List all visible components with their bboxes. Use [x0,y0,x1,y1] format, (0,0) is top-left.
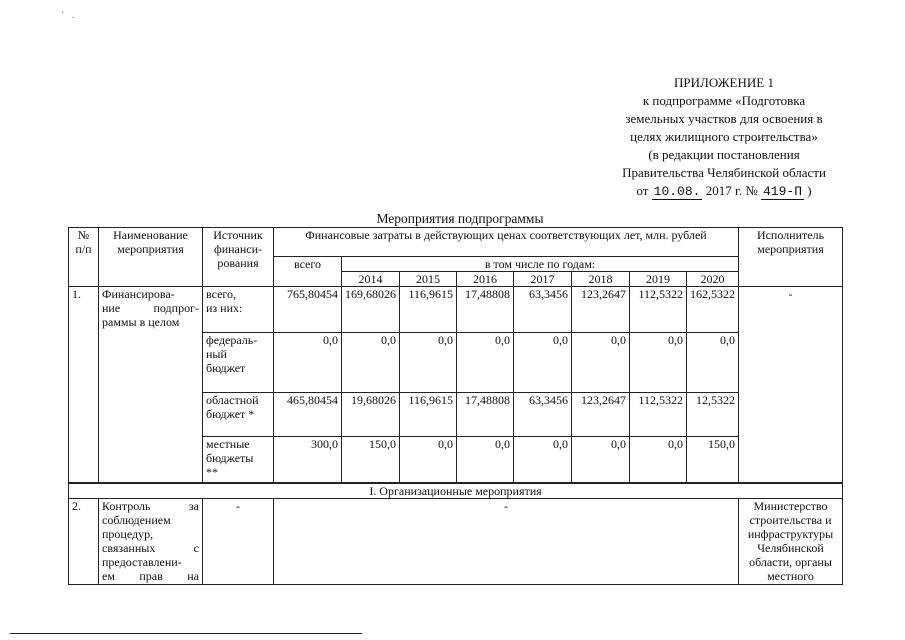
row2-name-line: ем прав на [102,569,199,583]
header-year: 2017 [514,272,572,287]
source-regional-label [203,393,274,437]
row2-name [99,499,203,585]
cell-value: 17,48808 [457,393,514,437]
cell-value: 0,0 [687,333,739,393]
year-text: 2017 г. № [705,183,758,198]
header-year: 2018 [572,272,630,287]
cell-value: 0,0 [457,437,514,483]
cell-value: 19,68026 [342,393,400,437]
row1-name-line: Финансирова- [102,287,175,301]
row2-executor-line: области, органы [749,555,832,569]
row2-source: - [203,499,274,585]
row2-executor-line: местного [767,569,814,583]
measures-table [68,227,843,585]
header-num: № п/п [69,228,99,287]
row2-executor-line: Челябинской [757,541,824,555]
appendix-line: Правительства Челябинской области [622,165,826,180]
source-label-line: местные [206,437,250,451]
appendix-title: ПРИЛОЖЕНИЕ 1 [674,75,774,90]
date-value: 10.08. [653,184,701,199]
row1-num: 1. [69,287,99,483]
row1-name-line: ние подпрог- [102,301,199,315]
row2-executor-line: строительства и [749,513,832,527]
cell-value: 17,48808 [457,287,514,333]
row2-num: 2. [69,499,99,585]
appendix-line: земельных участков для освоения в [625,111,823,126]
cell-value: 123,2647 [572,393,630,437]
source-label-line: ный [206,347,227,361]
row2-name-line: связанных с [102,541,199,555]
cell-total: 765,80454 [274,287,342,333]
row1-executor: - [739,287,843,483]
date-prefix: от [636,183,649,198]
appendix-date-line [598,182,850,201]
cell-value: 162,5322 [687,287,739,333]
header-year: 2019 [630,272,687,287]
header-executor: Исполнитель мероприятия [739,228,843,287]
header-total: всего [274,257,342,287]
row2-executor [739,499,843,585]
header-year: 2020 [687,272,739,287]
header-year: 2016 [457,272,514,287]
header-costs: Финансовые затраты в действующих ценах соответствующих лет, млн. рублей [274,228,739,257]
source-label-line: бюджет * [206,407,255,421]
table-title: Мероприятия подпрограммы [376,211,544,226]
row2-name-line: соблюдением [102,513,171,527]
header-by-years: в том числе по годам: [342,257,739,272]
source-label-line: бюджет [206,361,246,375]
header-year: 2014 [342,272,400,287]
header-source: Источник финанси-рования [203,228,274,287]
section-title: I. Организационные мероприятия [69,483,843,499]
cell-value: 116,9615 [400,393,457,437]
cell-value: 0,0 [514,333,572,393]
cell-value: 0,0 [630,437,687,483]
cell-value: 116,9615 [400,287,457,333]
appendix-line: (в редакции постановления [648,147,800,162]
cell-value: 0,0 [572,437,630,483]
source-label-line: федераль- [206,333,258,347]
cell-value: 150,0 [687,437,739,483]
cell-total: 300,0 [274,437,342,483]
appendix-line: целях жилищного строительства» [630,129,818,144]
footnote-separator [10,633,362,634]
decree-number: 419-П [763,184,803,199]
cell-value: 0,0 [400,437,457,483]
appendix-line: к подпрограмме «Подготовка [642,93,806,108]
row2-name-line: процедур, [102,527,154,541]
cell-value: 0,0 [342,333,400,393]
cell-value: 63,3456 [514,393,572,437]
source-label-line: бюджеты [206,451,254,465]
cell-total: 0,0 [274,333,342,393]
row2-executor-line: Министерство [753,499,828,513]
cell-value: 112,5322 [630,287,687,333]
row2-name-line: Контроль за [102,499,199,513]
cell-value: 123,2647 [572,287,630,333]
cell-value: 0,0 [514,437,572,483]
row2-executor-line: инфраструктуры [747,527,834,541]
cell-value: 150,0 [342,437,400,483]
cell-value: 0,0 [630,333,687,393]
source-federal-label [203,333,274,393]
cell-value: 12,5322 [687,393,739,437]
cell-value: 0,0 [572,333,630,393]
cell-value: 0,0 [400,333,457,393]
source-local-label [203,437,274,483]
header-year: 2015 [400,272,457,287]
row1-name [99,287,203,483]
source-label-line: всего, [206,287,237,301]
source-label-line: ** [206,465,218,479]
row2-costs: - [274,499,739,585]
cell-value: 0,0 [457,333,514,393]
appendix-header [598,74,850,201]
row1-name-line: раммы в целом [102,315,180,329]
scan-marks: ' . [62,10,78,20]
source-label-line: из них: [206,301,243,315]
cell-value: 169,68026 [342,287,400,333]
header-name: Наименование мероприятия [99,228,203,287]
cell-total: 465,80454 [274,393,342,437]
row2-name-line: предоставлени- [102,555,182,569]
source-label-line: областной [206,393,259,407]
cell-value: 112,5322 [630,393,687,437]
close-paren: ) [807,183,812,198]
source-total-label [203,287,274,333]
cell-value: 63,3456 [514,287,572,333]
